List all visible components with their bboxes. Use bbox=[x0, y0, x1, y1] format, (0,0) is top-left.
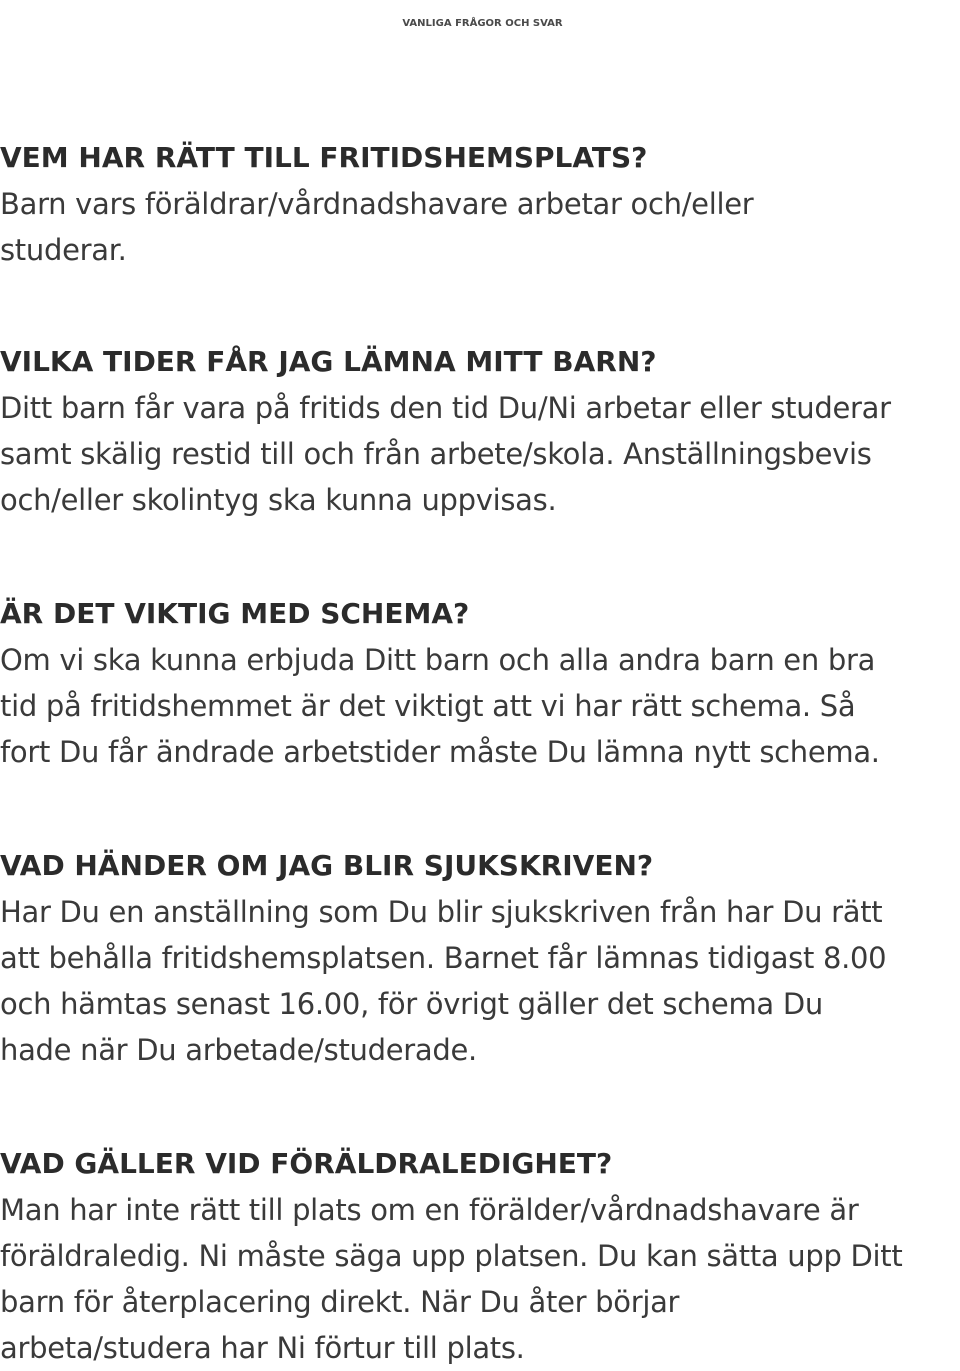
faq-answer bbox=[0, 1187, 960, 1371]
answer-line: tid på fritidshemmet är det viktigt att vi har rätt schema. Så bbox=[0, 689, 856, 723]
page-title: VANLIGA FRÅGOR OCH SVAR bbox=[402, 18, 563, 29]
answer-line: att behålla fritidshemsplatsen. Barnet får lämnas tidigast 8.00 bbox=[0, 941, 887, 975]
answer-line: Har Du en anställning som Du blir sjukskriven från har Du rätt bbox=[0, 895, 883, 929]
faq-question: VAD HÄNDER OM JAG BLIR SJUKSKRIVEN? bbox=[0, 849, 654, 882]
faq-answer bbox=[0, 385, 960, 523]
answer-line: Barn vars föräldrar/vårdnadshavare arbetar och/eller bbox=[0, 187, 754, 221]
answer-line: Om vi ska kunna erbjuda Ditt barn och alla andra barn en bra bbox=[0, 643, 876, 677]
answer-line: arbeta/studera har Ni förtur till plats. bbox=[0, 1331, 525, 1365]
faq-question: VILKA TIDER FÅR JAG LÄMNA MITT BARN? bbox=[0, 345, 657, 378]
answer-line: och/eller skolintyg ska kunna uppvisas. bbox=[0, 483, 557, 517]
answer-line: studerar. bbox=[0, 233, 127, 267]
faq-answer bbox=[0, 181, 960, 273]
answer-line: hade när Du arbetade/studerade. bbox=[0, 1033, 477, 1067]
faq-item-schedule bbox=[0, 591, 960, 775]
faq-item-drop-off-times bbox=[0, 339, 960, 523]
answer-line: samt skälig restid till och från arbete/skola. Anställningsbevis bbox=[0, 437, 872, 471]
answer-line: fort Du får ändrade arbetstider måste Du lämna nytt schema. bbox=[0, 735, 880, 769]
faq-answer bbox=[0, 889, 960, 1073]
answer-line: och hämtas senast 16.00, för övrigt gäller det schema Du bbox=[0, 987, 823, 1021]
answer-line: Man har inte rätt till plats om en förälder/vårdnadshavare är bbox=[0, 1193, 859, 1227]
faq-item-sick-leave bbox=[0, 843, 960, 1073]
faq-question: ÄR DET VIKTIG MED SCHEMA? bbox=[0, 597, 470, 630]
faq-item-eligibility bbox=[0, 135, 960, 273]
faq-question: VEM HAR RÄTT TILL FRITIDSHEMSPLATS? bbox=[0, 141, 648, 174]
answer-line: barn för återplacering direkt. När Du åter börjar bbox=[0, 1285, 680, 1319]
faq-answer bbox=[0, 637, 960, 775]
faq-item-parental-leave bbox=[0, 1141, 960, 1371]
answer-line: föräldraledig. Ni måste säga upp platsen. Du kan sätta upp Ditt bbox=[0, 1239, 903, 1273]
answer-line: Ditt barn får vara på fritids den tid Du/Ni arbetar eller studerar bbox=[0, 391, 891, 425]
faq-question: VAD GÄLLER VID FÖRÄLDRALEDIGHET? bbox=[0, 1147, 613, 1180]
